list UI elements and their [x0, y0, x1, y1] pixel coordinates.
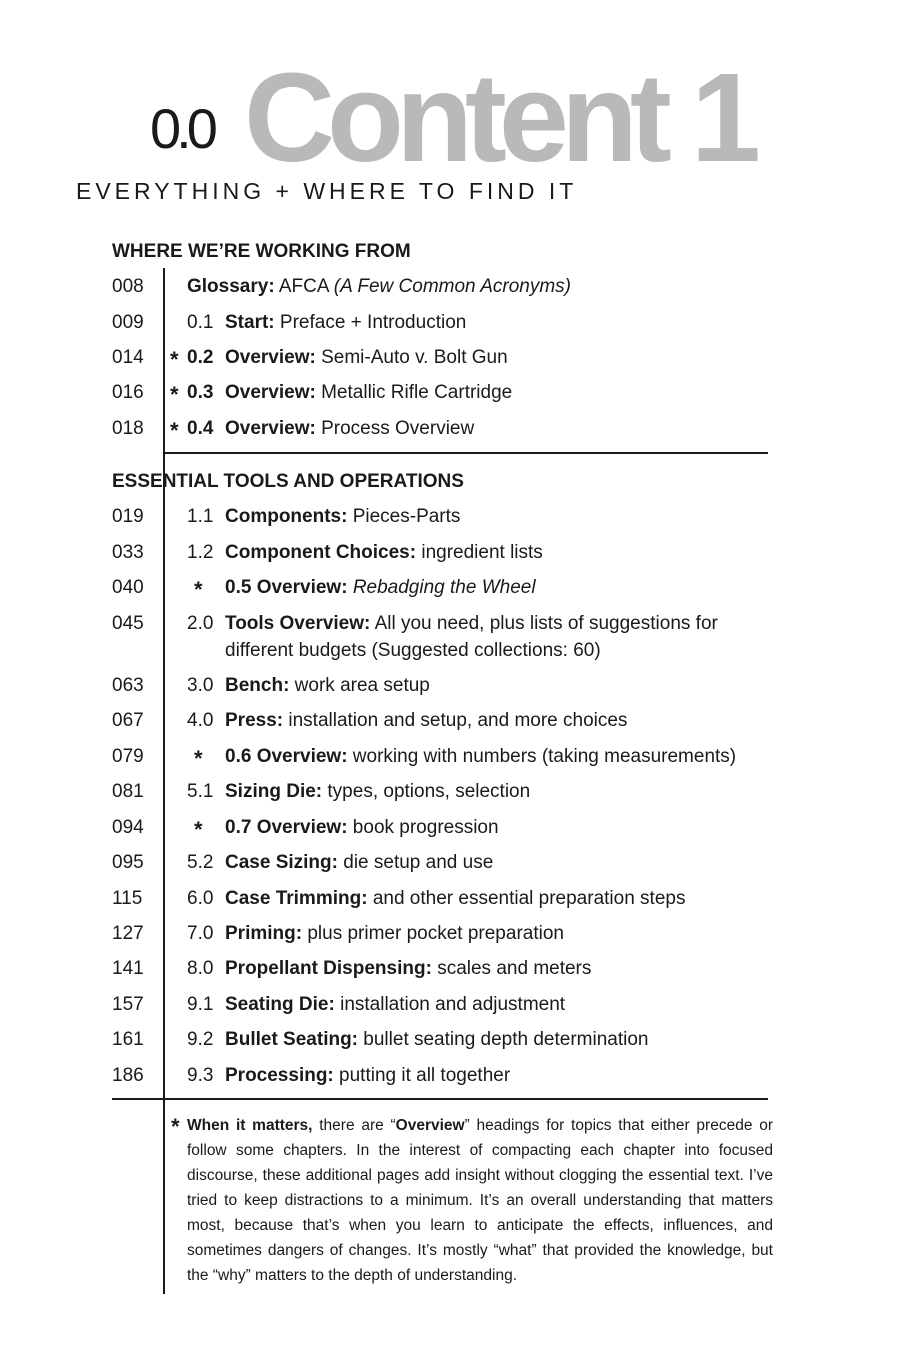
footnote-text-1: there are “	[312, 1117, 396, 1134]
vertical-rule-3	[163, 1098, 165, 1294]
entry-label: Case Sizing:	[225, 852, 338, 873]
page-number: 157	[112, 994, 144, 1015]
entry-label: Overview:	[225, 418, 316, 439]
section-number: 6.0	[187, 888, 214, 909]
entry-italic-description: (A Few Common Acronyms)	[333, 276, 571, 297]
section-number: 3.0	[187, 675, 214, 696]
entry-description: die setup and use	[337, 852, 494, 873]
entry-description-continued: different budgets (Suggested collections: 60)	[225, 640, 601, 661]
entry-italic-description: Rebadging the Wheel	[352, 577, 536, 598]
horizontal-rule-1	[163, 452, 768, 454]
section-number: 1.1	[187, 506, 214, 527]
entry-label: Bench:	[225, 675, 290, 696]
page-number: 115	[112, 888, 143, 909]
vertical-rule-2	[163, 468, 165, 1098]
entry-title	[225, 852, 493, 874]
entry-description: and other essential preparation steps	[367, 888, 686, 909]
entry-title	[187, 276, 571, 298]
entry-title	[225, 923, 564, 945]
page-number: 040	[112, 577, 144, 598]
page-number: 008	[112, 276, 144, 297]
entry-description: Pieces-Parts	[347, 506, 461, 527]
entry-title	[225, 382, 512, 404]
asterisk-marker: *	[194, 577, 203, 602]
page-title: Content 1	[244, 47, 753, 188]
entry-description: Metallic Rifle Cartridge	[315, 382, 513, 403]
page-number: 081	[112, 781, 144, 802]
entry-title	[225, 675, 430, 697]
entry-label: Sizing Die:	[225, 781, 323, 802]
entry-description: installation and adjustment	[334, 994, 566, 1015]
section-number: 1.2	[187, 542, 214, 563]
entry-label: Priming:	[225, 923, 303, 944]
page-number: 045	[112, 613, 144, 634]
section-number: 7.0	[187, 923, 214, 944]
footnote-lead: When it matters,	[187, 1117, 313, 1134]
entry-title	[225, 312, 466, 334]
entry-description: work area setup	[289, 675, 430, 696]
section-number	[187, 347, 213, 369]
entry-title	[225, 1029, 649, 1051]
entry-label: 0.5 Overview:	[225, 577, 348, 598]
entry-title	[225, 994, 565, 1016]
entry-label: Component Choices:	[225, 542, 417, 563]
entry-title	[225, 781, 530, 803]
section-number-text: 0.3	[187, 382, 214, 403]
page-number: 067	[112, 710, 144, 731]
entry-title	[225, 746, 736, 768]
entry-description: ingredient lists	[416, 542, 543, 563]
entry-label: Propellant Dispensing:	[225, 958, 432, 979]
page-number: 095	[112, 852, 144, 873]
page-number: 033	[112, 542, 144, 563]
entry-title	[225, 817, 499, 839]
page-number: 094	[112, 817, 144, 838]
entry-label: 0.7 Overview:	[225, 817, 348, 838]
asterisk-marker: *	[170, 347, 179, 372]
section-number: 2.0	[187, 613, 214, 634]
entry-label: Overview:	[225, 382, 316, 403]
entry-description: putting it all together	[333, 1065, 511, 1086]
page-number: 161	[112, 1029, 144, 1050]
vertical-rule-1	[163, 268, 165, 468]
footnote	[187, 1113, 773, 1288]
entry-title	[225, 542, 543, 564]
footnote-asterisk: *	[171, 1114, 180, 1139]
footnote-text-2: ” headings for topics that either precede or follow some chapters. In the interest of compacting each chapter into focused discourse, these additional pages add insight without clogging the essential text. I’ve tried to keep distractions to a minimum. It’s an overall understanding that matters most, because that’s when you learn to anticipate the effects, influences, and sometimes dangers of changes. It’s mostly “what” that provided the knowledge, but the “why” matters to the depth of understanding.	[187, 1117, 773, 1284]
section-number: 4.0	[187, 710, 214, 731]
entry-label: Tools Overview:	[225, 613, 371, 634]
entry-title	[225, 577, 536, 599]
section-heading-working-from: WHERE WE’RE WORKING FROM	[112, 241, 411, 262]
entry-title	[225, 506, 460, 528]
entry-title	[225, 888, 685, 910]
section-heading-essential-tools: ESSENTIAL TOOLS AND OPERATIONS	[112, 471, 464, 492]
section-number: 5.2	[187, 852, 214, 873]
section-number	[187, 382, 213, 404]
entry-label: Overview:	[225, 347, 316, 368]
chapter-number: 0.0	[150, 97, 213, 160]
section-number: 8.0	[187, 958, 214, 979]
section-number: 9.3	[187, 1065, 214, 1086]
entry-label: Start:	[225, 312, 275, 333]
entry-description: book progression	[347, 817, 499, 838]
section-number: 0.1	[187, 312, 214, 333]
page-subtitle: EVERYTHING + WHERE TO FIND IT	[76, 178, 578, 204]
entry-title	[225, 347, 508, 369]
entry-description: All you need, plus lists of suggestions for	[370, 613, 718, 634]
asterisk-marker: *	[194, 817, 203, 842]
entry-label: Seating Die:	[225, 994, 335, 1015]
entry-label: Case Trimming:	[225, 888, 368, 909]
entry-description: working with numbers (taking measurements)	[347, 746, 737, 767]
asterisk-marker: *	[170, 382, 179, 407]
entry-label: Glossary:	[187, 276, 275, 297]
entry-description: scales and meters	[431, 958, 592, 979]
asterisk-marker: *	[194, 746, 203, 771]
page-number: 019	[112, 506, 144, 527]
entry-label: Press:	[225, 710, 284, 731]
section-number-text: 0.2	[187, 347, 214, 368]
entry-title	[225, 418, 474, 440]
entry-title	[225, 958, 591, 980]
page-number: 079	[112, 746, 144, 767]
entry-title	[225, 1065, 510, 1087]
footnote-overview-word: Overview	[395, 1117, 465, 1134]
entry-description: Semi-Auto v. Bolt Gun	[315, 347, 508, 368]
page-number: 141	[112, 958, 144, 979]
entry-description: bullet seating depth determination	[358, 1029, 649, 1050]
page-number: 018	[112, 418, 144, 439]
entry-description: plus primer pocket preparation	[302, 923, 564, 944]
entry-description: Preface + Introduction	[274, 312, 467, 333]
section-number: 5.1	[187, 781, 214, 802]
entry-label: Processing:	[225, 1065, 334, 1086]
entry-description: Process Overview	[315, 418, 475, 439]
section-number: 9.2	[187, 1029, 214, 1050]
entry-description: installation and setup, and more choices	[283, 710, 628, 731]
section-number: 9.1	[187, 994, 214, 1015]
entry-description: AFCA	[274, 276, 334, 297]
section-number-text: 0.4	[187, 418, 214, 439]
asterisk-marker: *	[170, 418, 179, 443]
page-number: 009	[112, 312, 144, 333]
page-number: 016	[112, 382, 144, 403]
page-number: 063	[112, 675, 144, 696]
entry-title	[225, 710, 627, 732]
entry-label: Components:	[225, 506, 348, 527]
entry-label: 0.6 Overview:	[225, 746, 348, 767]
page-number: 014	[112, 347, 144, 368]
horizontal-rule-2	[112, 1098, 768, 1100]
page-number: 127	[112, 923, 144, 944]
entry-description: types, options, selection	[322, 781, 531, 802]
section-number	[187, 418, 213, 440]
page-number: 186	[112, 1065, 144, 1086]
entry-title	[225, 613, 718, 635]
entry-label: Bullet Seating:	[225, 1029, 359, 1050]
